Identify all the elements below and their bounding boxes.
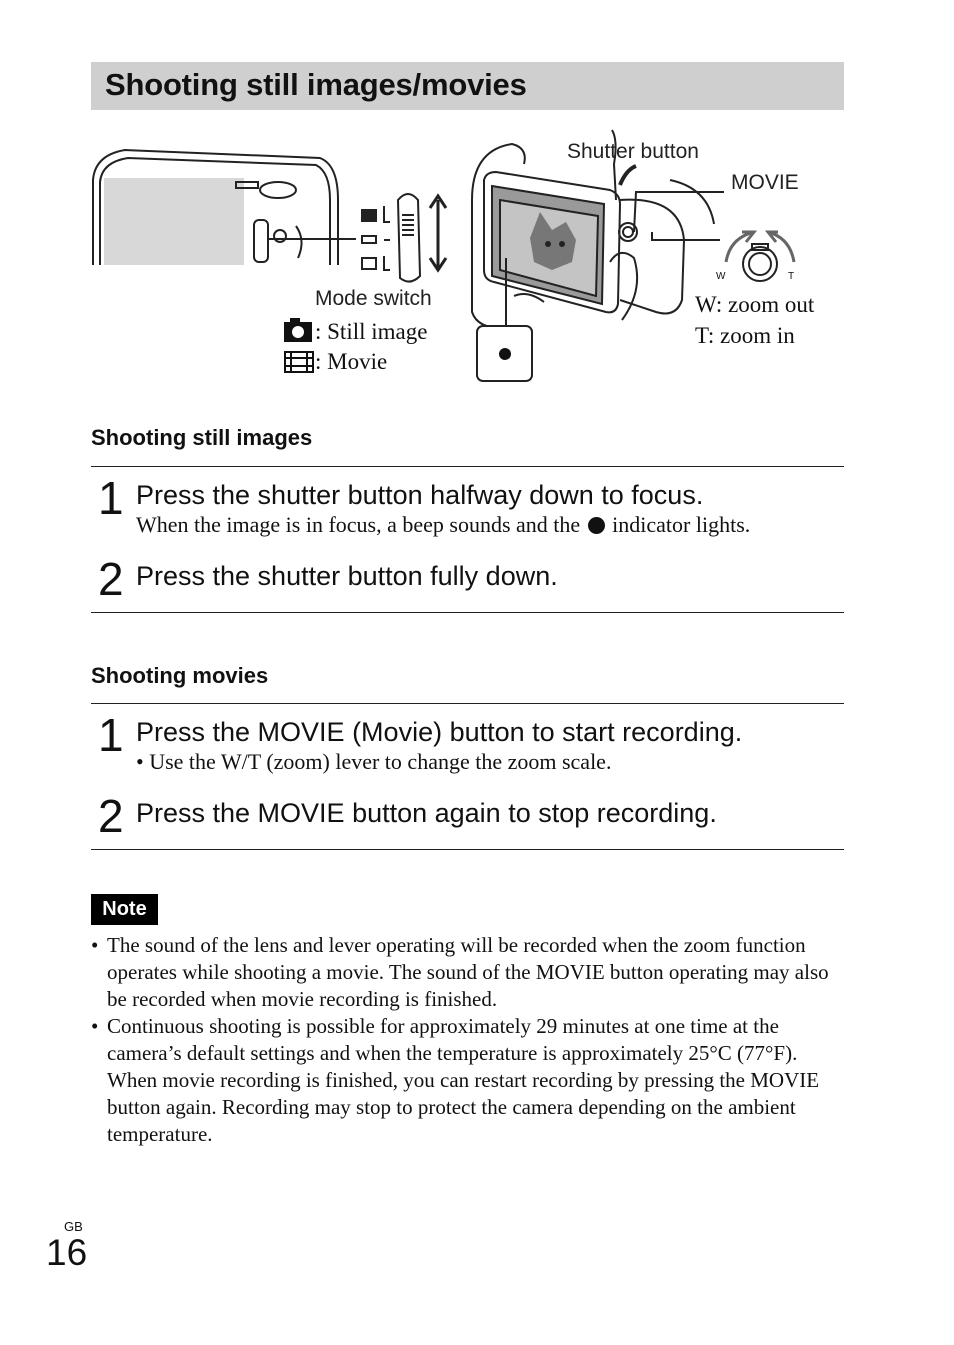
- lever-t-label: T: [788, 271, 795, 282]
- bullet-glyph: •: [136, 749, 144, 774]
- step-instruction: Press the MOVIE (Movie) button to start recording.: [136, 717, 743, 747]
- step-number: 1: [98, 709, 124, 761]
- zoom-in-label: T: zoom in: [695, 323, 795, 348]
- lever-w-label: W: [716, 271, 726, 282]
- step-instruction: Press the shutter button fully down.: [136, 561, 558, 591]
- note-item: [91, 1013, 851, 1148]
- step-number: 2: [98, 553, 124, 605]
- camera-diagram: [0, 0, 954, 400]
- camera-illustration: [0, 0, 954, 400]
- step-detail-text: When the image is in focus, a beep sounds and the: [136, 512, 581, 537]
- divider: [91, 466, 844, 467]
- mode-switch: [362, 194, 446, 282]
- note-text: The sound of the lens and lever operating will be recorded when the zoom function operates while shooting a movie. The sound of the MOVIE button operating may also be recorded when movie recording is finished.: [107, 933, 829, 1011]
- divider: [91, 703, 844, 704]
- note-item: [91, 932, 851, 1013]
- divider: [91, 849, 844, 850]
- zoom-lever: [726, 232, 794, 281]
- shutter-button-label: Shutter button: [567, 140, 699, 163]
- still-images-heading: Shooting still images: [91, 425, 313, 450]
- movies-heading: Shooting movies: [91, 663, 269, 688]
- bullet-glyph: •: [91, 1014, 99, 1038]
- camera-back-view: [472, 144, 714, 328]
- note-list: [91, 932, 851, 1148]
- movie-button-label: MOVIE: [731, 171, 799, 194]
- region-code: GB: [64, 1219, 83, 1234]
- step-detail-text: indicator lights.: [612, 512, 751, 537]
- zoom-out-label: W: zoom out: [695, 292, 815, 317]
- mode-switch-label: Mode switch: [315, 287, 432, 310]
- note-text: Continuous shooting is possible for approximately 29 minutes at one time at the camera’s default settings and when the temperature is approximately 25°C (77°F). When movie recording is finished, you can restart recording by pressing the MOVIE button again. Recording may stop to protect the camera depending on the ambient temperature.: [107, 1014, 820, 1146]
- movie-icon: [285, 352, 313, 372]
- note-badge: Note: [91, 894, 158, 925]
- page-title: Shooting still images/movies: [105, 67, 527, 102]
- record-indicator-dot: [499, 348, 511, 360]
- still-image-icon: [284, 318, 312, 342]
- still-image-mode-label: : Still image: [315, 319, 428, 344]
- movie-mode-label: : Movie: [315, 349, 388, 374]
- step-detail: [136, 514, 750, 536]
- step-number: 1: [98, 472, 124, 524]
- page-number: 16: [46, 1232, 88, 1273]
- record-dot-icon: [588, 517, 605, 534]
- camera-top-view: [93, 150, 338, 265]
- bullet-glyph: •: [91, 933, 99, 957]
- step-detail-text: Use the W/T (zoom) lever to change the zoom scale.: [149, 749, 612, 774]
- step-number: 2: [98, 790, 124, 842]
- step-instruction: Press the shutter button halfway down to focus.: [136, 480, 704, 510]
- step-detail: [136, 751, 611, 773]
- divider: [91, 612, 844, 613]
- step-instruction: Press the MOVIE button again to stop recording.: [136, 798, 717, 828]
